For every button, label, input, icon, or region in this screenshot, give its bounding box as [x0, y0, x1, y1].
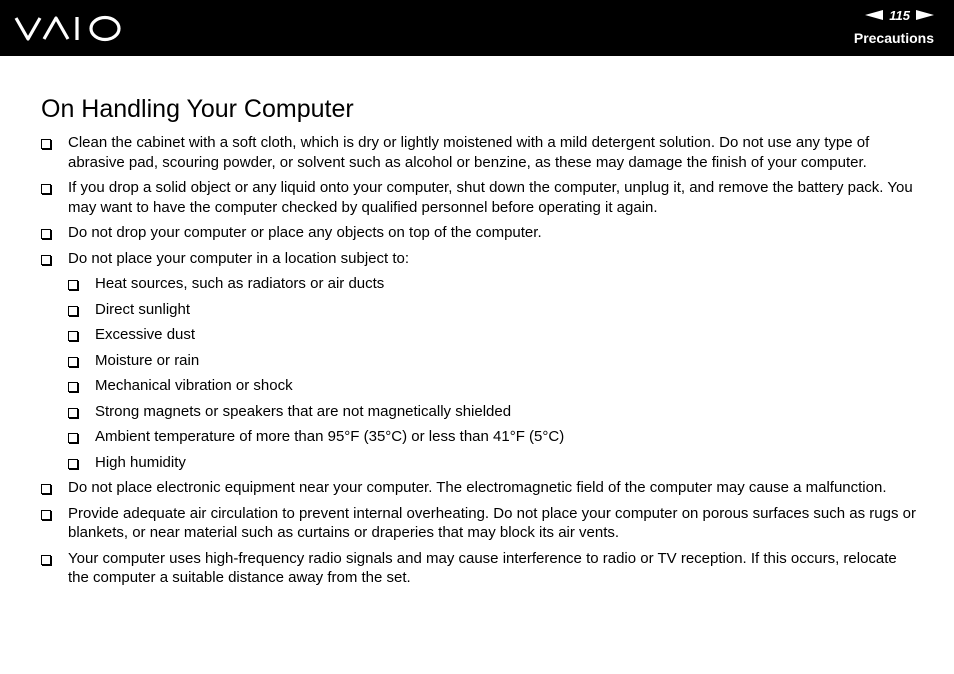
- list-item-text: Direct sunlight: [95, 300, 191, 318]
- checkbox-bullet-icon: [41, 510, 51, 520]
- previous-page-icon[interactable]: [865, 10, 883, 20]
- sub-list-item: [68, 300, 921, 320]
- list-item-text: Do not place your computer in a location subject to:: [68, 249, 410, 267]
- sub-list-item: [68, 376, 921, 396]
- list-item-text: Clean the cabinet with a soft cloth, which is dry or lightly moistened with a mild detergent solution. Do not use any type of abrasive pad, scouring powder, or solvent such as alcohol or benzine, as these may damage the finish of your computer.: [68, 134, 870, 171]
- list-item-text: If you drop a solid object or any liquid onto your computer, shut down the computer, unplug it, and remove the battery pack. You may want to have the computer checked by qualified personnel before operating it again.: [68, 179, 913, 216]
- sub-list-item: [68, 325, 921, 345]
- list-item: [41, 478, 921, 498]
- sub-list-item: [68, 274, 921, 294]
- precautions-list: [41, 133, 921, 594]
- list-item-text: Ambient temperature of more than 95°F (35°C) or less than 41°F (5°C): [95, 428, 565, 445]
- checkbox-bullet-icon: [68, 459, 78, 469]
- checkbox-bullet-icon: [68, 357, 78, 367]
- checkbox-bullet-icon: [41, 484, 51, 494]
- checkbox-bullet-icon: [68, 331, 78, 341]
- list-item: [41, 549, 921, 588]
- list-item-text: Moisture or rain: [95, 351, 200, 369]
- checkbox-bullet-icon: [41, 255, 51, 265]
- checkbox-bullet-icon: [41, 139, 51, 149]
- checkbox-bullet-icon: [68, 408, 78, 418]
- list-item: [41, 133, 921, 172]
- checkbox-bullet-icon: [68, 280, 78, 290]
- list-item: [41, 249, 921, 269]
- list-item-text: Mechanical vibration or shock: [95, 377, 293, 394]
- sub-list-item: [68, 427, 921, 447]
- list-item-text: Your computer uses high-frequency radio signals and may cause interference to radio or TV reception. If this occurs, relocate the computer a suitable distance away from the set.: [68, 549, 897, 586]
- list-item: [41, 178, 921, 217]
- page-navigation: [865, 7, 934, 23]
- list-item-text: Strong magnets or speakers that are not magnetically shielded: [95, 402, 512, 420]
- sub-list-item: [68, 351, 921, 371]
- checkbox-bullet-icon: [41, 555, 51, 565]
- next-page-icon[interactable]: [916, 10, 934, 20]
- checkbox-bullet-icon: [68, 433, 78, 443]
- checkbox-bullet-icon: [41, 184, 51, 194]
- sub-list-item: [68, 453, 921, 473]
- checkbox-bullet-icon: [68, 382, 78, 392]
- list-item-text: Do not drop your computer or place any objects on top of the computer.: [68, 224, 542, 241]
- list-item-text: Heat sources, such as radiators or air ducts: [95, 275, 385, 292]
- list-item-text: Do not place electronic equipment near your computer. The electromagnetic field of the computer may cause a malfunction.: [68, 479, 887, 496]
- list-item: [41, 504, 921, 543]
- page-number: 115: [889, 7, 910, 23]
- checkbox-bullet-icon: [68, 306, 78, 316]
- checkbox-bullet-icon: [41, 229, 51, 239]
- page-header: [0, 0, 954, 56]
- page-title: On Handling Your Computer: [41, 95, 354, 123]
- list-item-text: Provide adequate air circulation to prevent internal overheating. Do not place your computer on porous surfaces such as rugs or blankets, or near material such as curtains or draperies that may block its air vents.: [68, 504, 916, 541]
- vaio-logo: [14, 14, 122, 44]
- section-label: Precautions: [853, 30, 934, 46]
- sub-list-item: [68, 402, 921, 422]
- list-item: [41, 223, 921, 243]
- list-item-text: High humidity: [95, 453, 186, 471]
- list-item-text: Excessive dust: [95, 326, 196, 343]
